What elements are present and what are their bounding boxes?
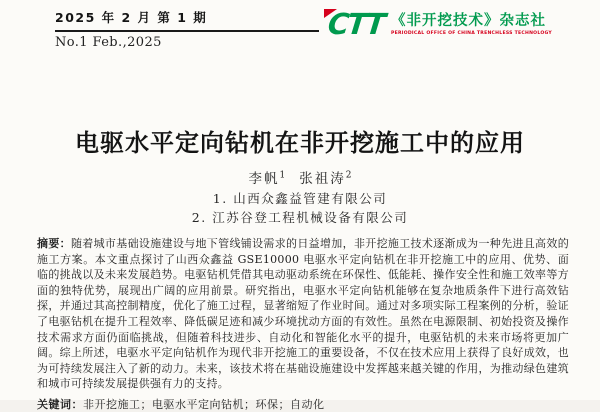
author-name: 李帆 (248, 171, 280, 187)
abstract-text: 随着城市基础设施建设与地下管线铺设需求的日益增加，非开挖施工技术逐渐成为一种先进且高效的施工方案。本文重点探讨了山西众鑫益 GSE10000 电驱水平定向钻机在非开挖施工中的应用、优势、面临的挑战以及未来发展趋势。电驱钻机凭借其电动驱动系统在环保性、低能耗、操作安全性和施工效率等方面的独特优势，展现出广阔的应用前景。研究指出，电驱水平定向钻机能够在复杂地质条件下进行高效钻探，并通过其高控制精度，优化了施工过程，显著缩短了作业时间。通过对多项实际工程案例的分析，验证了电驱钻机在提升工程效率、降低碳足迹和减少环境扰动方面的有效性。虽然在电源限制、初始投资及操作技术需求方面仍面临挑战，但随着科技进步、自动化和智能化水平的提升，电驱钻机的未来市场将更加广阔。综上所述，电驱水平定向钻机作为现代非开挖施工的重要设备，不仅在技术应用上获得了良好成效，也为可持续发展注入了新的动力。未来，该技术将在基础设施建设中发挥越来越关键的作用，为推动绿色建筑和城市可持续发展提供强有力的支持。 (37, 237, 569, 391)
article-title: 电驱水平定向钻机在非开挖施工中的应用 (75, 128, 525, 158)
abstract-paragraph (37, 236, 569, 392)
abstract-keywords-block (37, 236, 569, 412)
publisher-names (391, 10, 552, 36)
author-affil-mark: 2 (345, 170, 352, 181)
publisher-name-cn: 《非开挖技术》杂志社 (390, 13, 546, 29)
issue-block (55, 8, 319, 50)
author-name: 张祖涛 (299, 171, 346, 187)
issue-date-cn: 2025 年 2 月 第 1 期 (55, 8, 319, 32)
keywords-text: 非开挖施工；电驱水平定向钻机；环保；自动化 (83, 397, 325, 411)
affiliation-item: 1. 山西众鑫益管建有限公司 (212, 191, 388, 206)
logo-acronym: CTT (326, 7, 386, 41)
keywords-line (37, 396, 569, 412)
issue-date-en: No.1 Feb.,2025 (55, 35, 162, 50)
affiliation-list (0, 190, 600, 227)
ctt-logo-icon (324, 7, 386, 41)
publisher-logo (324, 7, 552, 41)
abstract-label: 摘要： (37, 237, 71, 250)
keywords-label: 关键词： (37, 397, 83, 411)
publisher-name-en: PERIODICAL OFFICE OF CHINA TRENCHLESS TECHNOLOGY (390, 30, 552, 36)
affiliation-item: 2. 江苏谷登工程机械设备有限公司 (191, 209, 409, 225)
author-affil-mark: 1 (279, 170, 286, 181)
author-line (0, 167, 600, 187)
